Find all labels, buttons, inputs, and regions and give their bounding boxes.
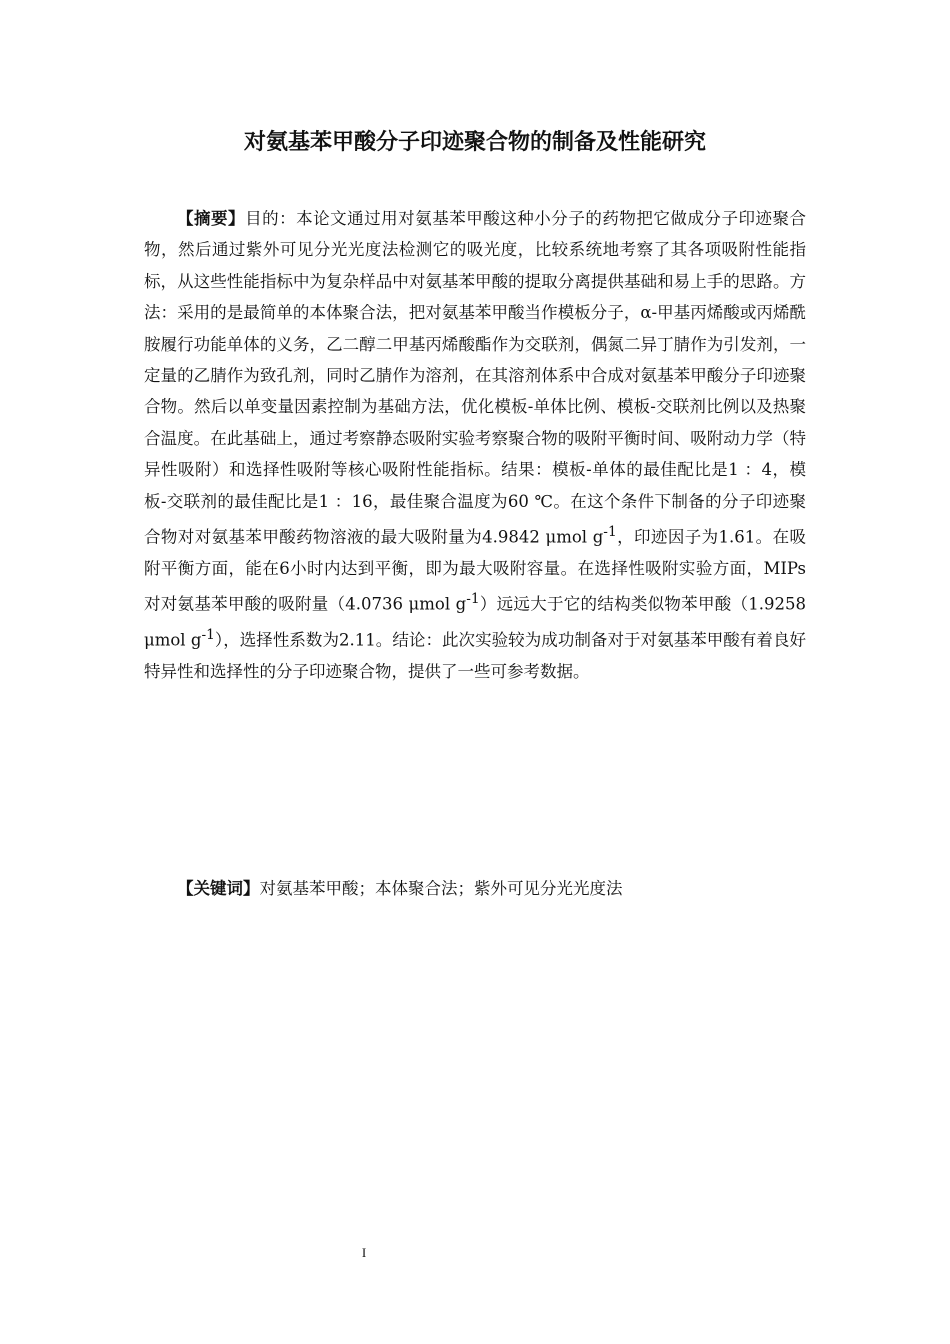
abstract-label: 【摘要】: [177, 209, 246, 228]
unit-superscript: -1: [466, 591, 480, 608]
abstract-text-continued: ）远远大于它的结构类似物苯甲酸（1.9258 μmol g: [144, 594, 806, 650]
unit-superscript: -1: [603, 524, 617, 541]
unit-superscript: -1: [201, 627, 215, 644]
page-number: I: [361, 1245, 367, 1260]
abstract-text-continued: ，印迹因子为1.61。在吸附平衡方面，能在6小时内达到平衡，即为最大吸附容量。在选择性吸附实验方面，MIPs对对氨基苯甲酸的吸附量（4.0736 μmol g: [144, 527, 806, 614]
abstract-text-conclusion: ），选择性系数为2.11。结论：此次实验较为成功制备对于对氨基苯甲酸有着良好特异性和选择性的分子印迹聚合物，提供了一些可参考数据。: [144, 630, 806, 682]
keywords-text: 对氨基苯甲酸；本体聚合法；紫外可见分光光度法: [259, 879, 623, 898]
abstract-text: 目的：本论文通过用对氨基苯甲酸这种小分子的药物把它做成分子印迹聚合物，然后通过紫外可见分光光度法检测它的吸光度，比较系统地考察了其各项吸附性能指标，从这些性能指标中为复杂样品中对氨基苯甲酸的提取分离提供基础和易上手的思路。方法：采用的是最简单的本体聚合法，把对氨基苯甲酸当作模板分子，α-甲基丙烯酸或丙烯酰胺履行功能单体的义务，乙二醇二甲基丙烯酸酯作为交联剂，偶氮二异丁腈作为引发剂，一定量的乙腈作为致孔剂，同时乙腈作为溶剂，在其溶剂体系中合成对氨基苯甲酸分子印迹聚合物。然后以单变量因素控制为基础方法，优化模板-单体比例、模板-交联剂比例以及热聚合温度。在此基础上，通过考察静态吸附实验考察聚合物的吸附平衡时间、吸附动力学（特异性吸附）和选择性吸附等核心吸附性能指标。结果：模板-单体的最佳配比是1 ：4，模板-交联剂的最佳配比是1 ：16，最佳聚合温度为60 ℃。在这个条件下制备的分子印迹聚合物对对氨基苯甲酸药物溶液的最大吸附量为4.9842 μmol g: [144, 209, 807, 547]
keywords-paragraph: [144, 873, 806, 904]
keywords-label: 【关键词】: [177, 879, 260, 898]
abstract-paragraph: [144, 203, 806, 688]
document-title: 对氨基苯甲酸分子印迹聚合物的制备及性能研究: [243, 130, 706, 155]
